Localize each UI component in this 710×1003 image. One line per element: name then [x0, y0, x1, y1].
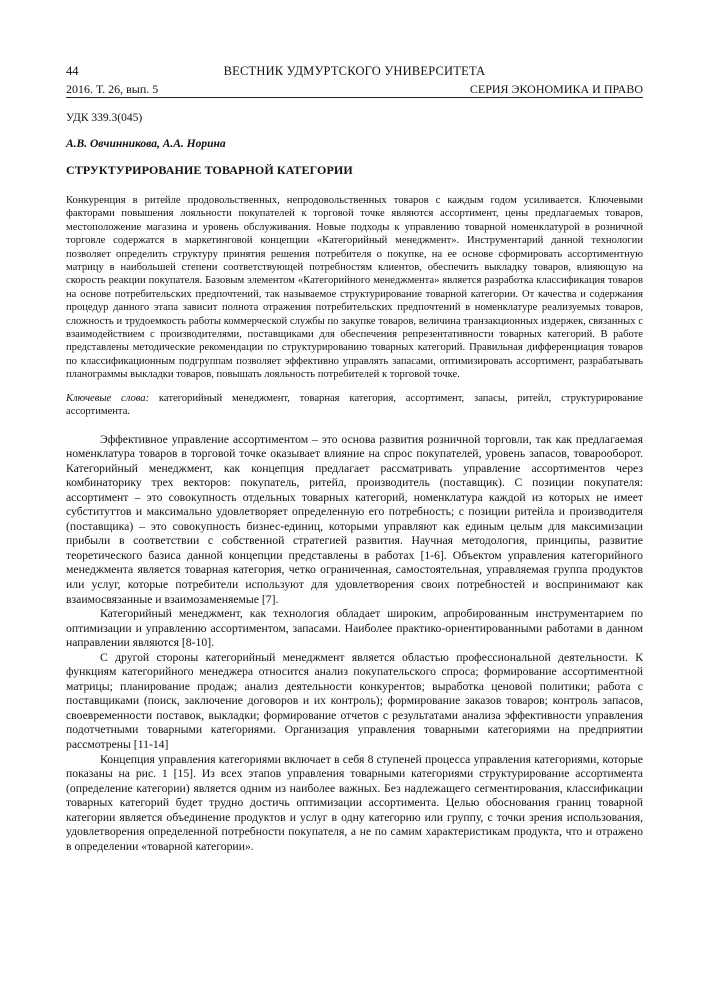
body-paragraph: Эффективное управление ассортиментом – это основа развития розничной торговли, так как предлагаемая номенклатура товаров в торговой точке оказывает влияние на спрос покупателей, уровень запасов, товарооборот. Категорийный менеджмент, как концепция предлагает рассматривать управление ассортиментов через комбинаторику трех векторов: покупатель, ритейл, производитель (поставщик). С позиции покупателя: ассортимент – это совокупность отдельных товарных категорий, номенклатура каждой из которых не имеет субституттов и максимально удовлетворяет определенную его потребность; с позиции ритейла и производителя (поставщика) – это совокупность бизнес-единиц, которыми управляют как единым целым для максимизации прибыли в соответствии с собственной стратегией развития. Научная методология, принципы, развитие теоретического базиса данной концепции представлены в работах [1-6]. Объектом управления категорийного менеджмента является товарная категория, четко ограниченная, самостоятельная, управляемая группа продуктов или услуг, которые потребители используют для удовлетворения своих потребностей и воспринимают как взаимосвязанные и взаимозаменяемые [7].: [66, 432, 643, 606]
journal-title: ВЕСТНИК УДМУРТСКОГО УНИВЕРСИТЕТА: [223, 64, 486, 78]
running-header-details: [66, 81, 643, 98]
article-abstract: Конкуренция в ритейле продовольственных, непродовольственных товаров с каждым годом усиливается. Ключевыми факторами повышения лояльности покупателей к торговой точке являются ассортимент, цены предлагаемых товаров, местоположение магазина и уровень обслуживания. Новые подходы к управлению товарной номенклатурой в розничной торговле содержатся в маркетинговой концепции «Категорийный менеджмент». Инструментарий данной технологии позволяет определить структуру принятия решения потребителя о покупке, на ее основе сформировать ассортиментную матрицу в наибольшей степени соответствующей потребностям клиентов, обеспечить выкладку товаров, влияющую на скорость реакции покупателя. Базовым элементом «Категорийного менеджмента» является разработка классификация товаров на основе потребительских предпочтений, так называемое структурирование товарной категории. От качества и содержания процедур данного этапа зависит полнота отражения потребительских предпочтений в номенклатуре реализуемых товаров, сложность и трудоемкость работы коммерческой службы по закупке товаров, величина транзакционных издержек, связанных с взаимодействием с производителями, поставщиками для обеспечения репрезентативности товарных категорий. В работе представлены методические рекомендации по структурированию товарных категорий. Правильная дифференциация товаров по классификационным подгруппам позволяет эффективно управлять запасами, оптимизировать ассортимент, разрабатывать планограммы выкладки товаров, повышать лояльность потребителей к торговой точке.: [66, 195, 643, 381]
body-paragraph: Концепция управления категориями включает в себя 8 ступеней процесса управления категориями, которые показаны на рис. 1 [15]. Из всех этапов управления товарными категориями структурирование ассортимента (определение категории) является одним из наиболее важных. Без надлежащего сегментирования, классификации товарных категорий будет трудно достичь оптимизации ассортимента. Целью обоснования границ товарной категории является объединение продуктов и услуг в одну категорию или группу, с точки зрения использования, удовлетворения определенной потребности покупателя, а не по самим характеристикам продукта, что и отражено в определении «товарной категории».: [66, 752, 643, 853]
keywords-label: Ключевые слова:: [66, 392, 150, 404]
series-title: СЕРИЯ ЭКОНОМИКА И ПРАВО: [469, 82, 643, 96]
running-header: [66, 64, 643, 81]
body-paragraph: Категорийный менеджмент, как технология обладает широким, апробированным инструментарием по оптимизации и управлению ассортиментом, запасами. Наиболее практико-ориентированными работами в данном направлении являются [8-10].: [66, 607, 643, 650]
page-number: 44: [66, 64, 79, 78]
journal-page: [66, 64, 643, 854]
udk-code: УДК 339.3(045): [66, 112, 143, 124]
article-title: СТРУКТУРИРОВАНИЕ ТОВАРНОЙ КАТЕГОРИИ: [66, 163, 353, 177]
volume-info: 2016. Т. 26, вып. 5: [66, 82, 159, 96]
keywords-block: [66, 392, 643, 419]
body-paragraph: С другой стороны категорийный менеджмент является областью профессиональной деятельности. К функциям категорийного менеджера относится анализ покупательского спроса; формирование ассортиментной матрицы; планирование продаж; анализ деятельности конкурентов; выработка ценовой политики; работа с поставщиками (поиск, заключение договоров и их контроль); формирование заказов товаров; контроль запасов, своевременности поставок, выкладки; формирование отчетов с результатами анализа эффективности управления подотчетными товарными категориями. Организация управления товарными категориями на предприятии рассмотрены [11-14]: [66, 650, 643, 751]
keywords-list: категорийный менеджмент, товарная категория, ассортимент, запасы, ритейл, структурирование ассортимента.: [66, 392, 643, 418]
article-body: [66, 433, 643, 855]
article-authors: А.В. Овчинникова, А.А. Норина: [66, 138, 226, 150]
